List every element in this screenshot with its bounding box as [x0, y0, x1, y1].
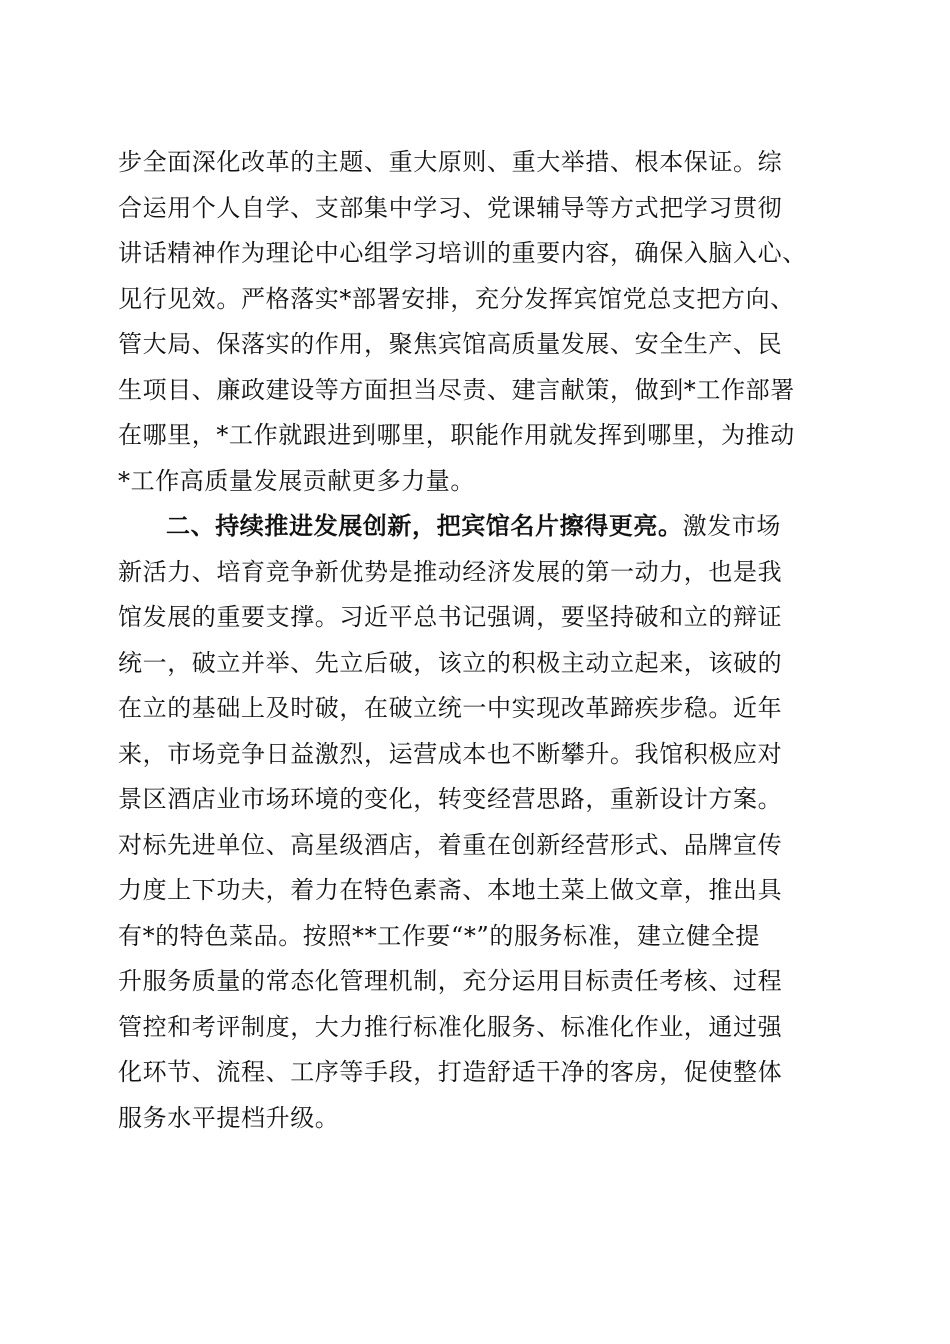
- paragraph-line: 在立的基础上及时破，在破立统一中实现改革蹄疾步稳。近年: [118, 694, 783, 722]
- paragraph-line: 统一，破立并举、先立后破，该立的积极主动立起来，该破的: [118, 648, 783, 677]
- section-heading: 二、持续推进发展创新，把宾馆名片擦得更亮。: [166, 512, 683, 540]
- paragraph-line: 合运用个人自学、支部集中学习、党课辅导等方式把学习贯彻: [118, 193, 783, 222]
- paragraph-line: 力度上下功夫，着力在特色素斋、本地土菜上做文章，推出具: [118, 876, 783, 904]
- document-body: [118, 140, 848, 1141]
- paragraph-line: 对标先进单位、高星级酒店，着重在创新经营形式、品牌宣传: [118, 830, 783, 859]
- paragraph-line: 生项目、廉政建设等方面担当尽责、建言献策，做到*工作部署: [118, 375, 795, 404]
- paragraph-line: 讲话精神作为理论中心组学习培训的重要内容，确保入脑入心、: [118, 239, 807, 267]
- paragraph-line: 有*的特色菜品。按照**工作要“*”的服务标准，建立健全提: [118, 921, 760, 950]
- paragraph-line: 新活力、培育竞争新优势是推动经济发展的第一动力，也是我: [118, 557, 783, 586]
- paragraph-line: 在哪里，*工作就跟进到哪里，职能作用就发挥到哪里，为推动: [118, 421, 795, 449]
- paragraph-line: 步全面深化改革的主题、重大原则、重大举措、根本保证。综: [118, 148, 783, 176]
- paragraph-line: 化环节、流程、工序等手段，打造舒适干净的客房，促使整体: [118, 1058, 783, 1086]
- paragraph-line-rest: 激发市场: [682, 512, 782, 540]
- paragraph-line: 见行见效。严格落实*部署安排，充分发挥宾馆党总支把方向、: [118, 284, 795, 313]
- paragraph-line: 服务水平提档升级。: [118, 1103, 340, 1132]
- paragraph-line: 馆发展的重要支撑。习近平总书记强调，要坚持破和立的辩证: [118, 603, 783, 631]
- paragraph-1: [118, 140, 848, 504]
- paragraph-line: 管控和考评制度，大力推行标准化服务、标准化作业，通过强: [118, 1012, 783, 1041]
- paragraph-line: 景区酒店业市场环境的变化，转变经营思路，重新设计方案。: [118, 785, 783, 813]
- paragraph-line: *工作高质量发展贡献更多力量。: [118, 466, 475, 495]
- paragraph-first-line: [118, 504, 848, 550]
- paragraph-2: [118, 504, 848, 1141]
- paragraph-line: 来，市场竞争日益激烈，运营成本也不断攀升。我馆积极应对: [118, 739, 783, 768]
- paragraph-line: 管大局、保落实的作用，聚焦宾馆高质量发展、安全生产、民: [118, 330, 783, 358]
- paragraph-line: 升服务质量的常态化管理机制，充分运用目标责任考核、过程: [118, 967, 783, 995]
